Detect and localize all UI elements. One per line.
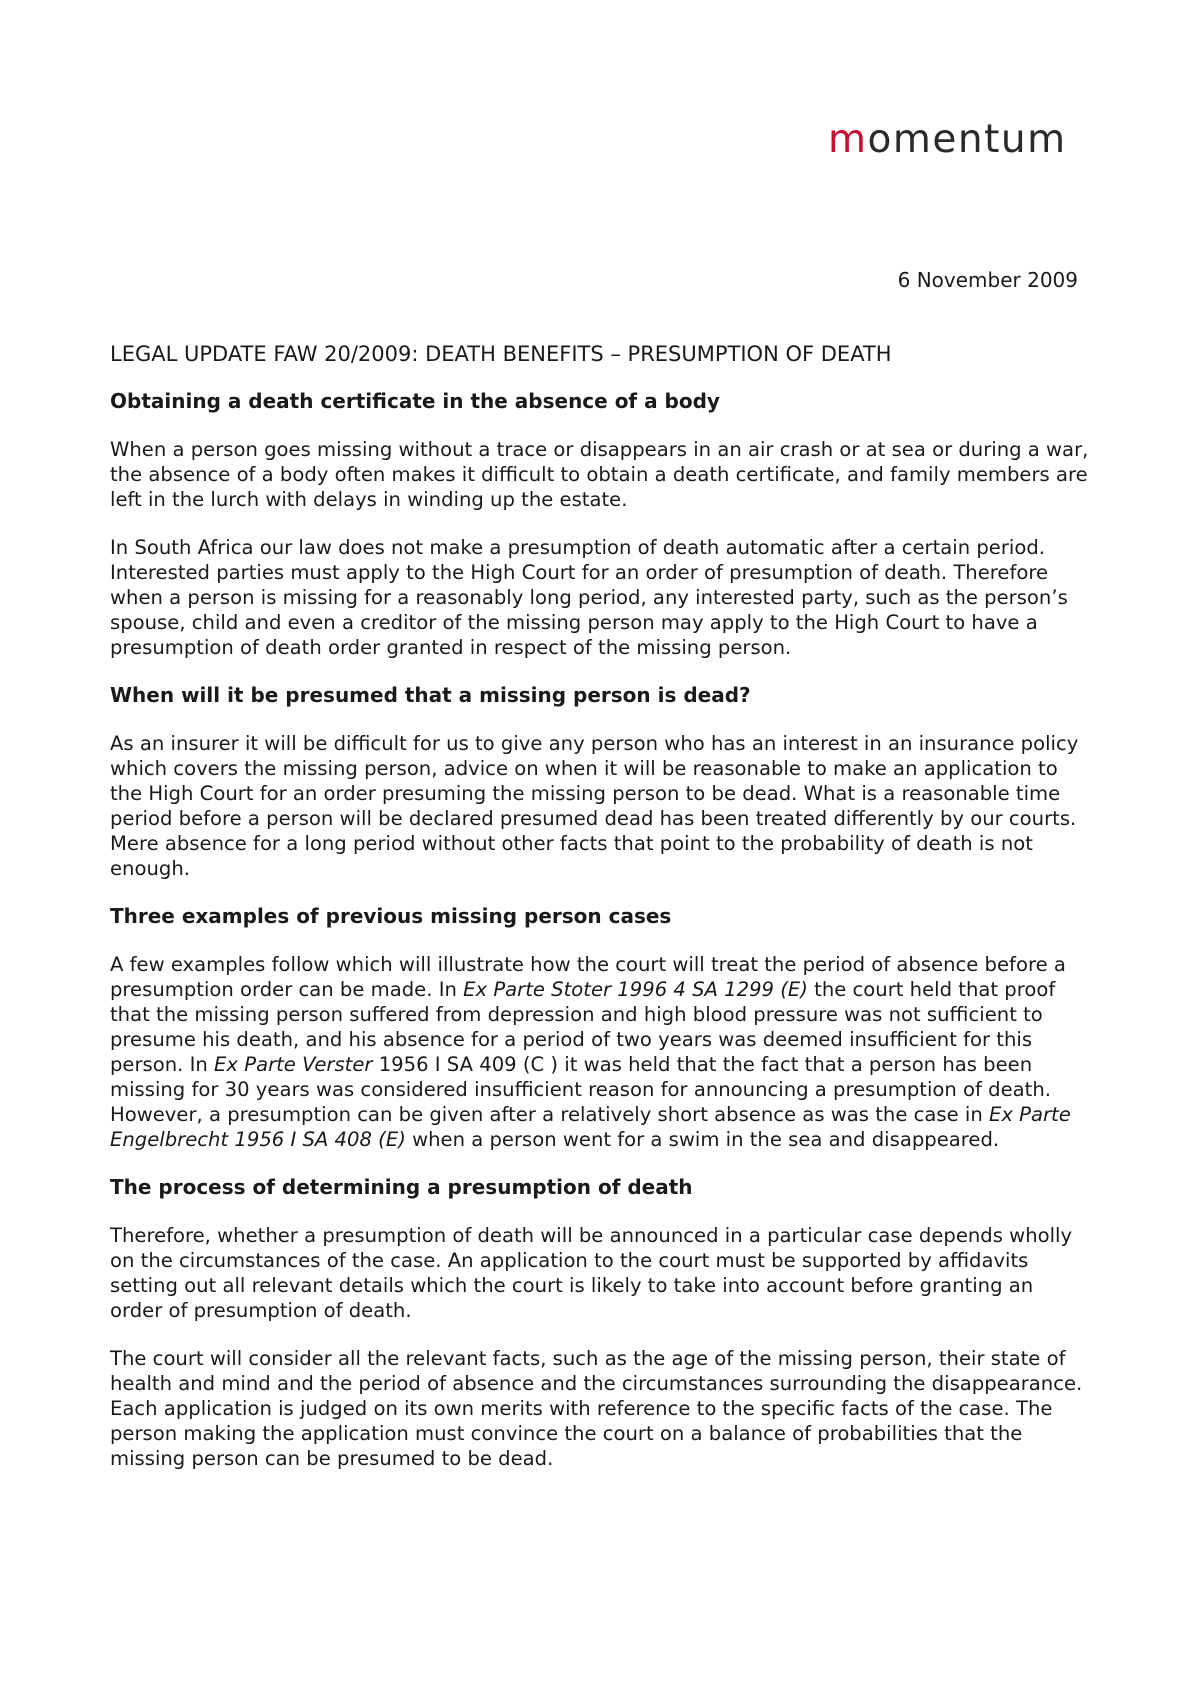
paragraph-circumstances: Therefore, whether a presumption of death will be announced in a particular case depends wholly on the circumstances of the case. An application to the court must be supported by affidavits setting out all relevant details which the court is likely to take into account before granting an order of presumption of death. [110,1224,1073,1322]
paragraph-case-examples [110,952,1090,1152]
document-title: LEGAL UPDATE FAW 20/2009: DEATH BENEFITS – PRESUMPTION OF DEATH [110,342,892,366]
paragraph-south-africa-law: In South Africa our law does not make a presumption of death automatic after a certain period. Interested parties must apply to the High Court for an order of presumption of death. Therefore when a person is missing for a reasonably long period, any interested party, such as the person’s spouse, child and even a creditor of the missing person may apply to the High Court to have a presumption of death order granted in respect of the missing person. [110,536,1068,659]
case-citation-engelbrecht: Ex Parte Engelbrecht 1956 I SA 408 (E) [110,1103,1071,1151]
case-text-d: when a person went for a swim in the sea and disappeared. [405,1128,1000,1151]
section-heading-three-examples: Three examples of previous missing person cases [110,904,672,928]
document-date: 6 November 2009 [897,268,1078,292]
case-citation-verster: Ex Parte Verster [214,1053,373,1076]
case-text-b: the court held that proof that the missing person suffered from depression and high blood pressure was not sufficient to presume his death, and his absence for a period of two years was deemed insufficient for this person. In [110,978,1056,1076]
paragraph-missing-person-intro: When a person goes missing without a trace or disappears in an air crash or at sea or during a war, the absence of a body often makes it difficult to obtain a death certificate, and family members are left in the lurch with delays in winding up the estate. [110,438,1089,511]
section-heading-when-presumed: When will it be presumed that a missing person is dead? [110,683,751,707]
section-heading-obtaining-certificate: Obtaining a death certificate in the absence of a body [110,389,720,413]
momentum-logo [828,117,1067,162]
paragraph-insurer-advice: As an insurer it will be difficult for us to give any person who has an interest in an insurance policy which covers the missing person, advice on when it will be reasonable to make an application to the High Court for an order presuming the missing person to be dead. What is a reasonable time period before a person will be declared presumed dead has been treated differently by our courts. Mere absence for a long period without other facts that point to the probability of death is not enough. [110,732,1079,880]
case-citation-stoter: Ex Parte Stoter 1996 4 SA 1299 (E) [463,978,808,1001]
paragraph-relevant-facts: The court will consider all the relevant facts, such as the age of the missing person, their state of health and mind and the period of absence and the circumstances surrounding the disappearance. Each application is judged on its own merits with reference to the specific facts of the case. The person making the application must convince the court on a balance of probabilities that the missing person can be presumed to be dead. [110,1347,1083,1470]
logo-accent-letter: m [828,117,868,162]
section-heading-process: The process of determining a presumption of death [110,1175,693,1199]
case-text-c: 1956 I SA 409 (C ) it was held that the fact that a person has been missing for 30 years was considered insufficient reason for announcing a presumption of death. However, a presumption can be given after a relatively short absence as was the case in [110,1053,1051,1126]
document-body [110,341,1090,1494]
case-text-a: A few examples follow which will illustrate how the court will treat the period of absence before a presumption order can be made. In [110,953,1066,1001]
logo-wordmark: omentum [867,117,1067,162]
